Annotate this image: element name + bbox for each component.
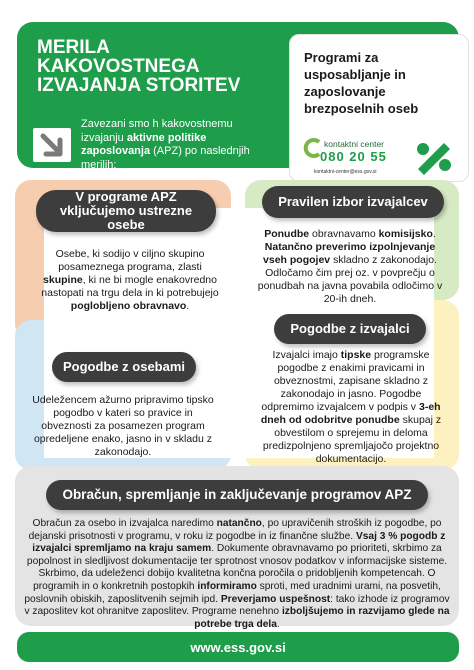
kontakt-phone: 080 20 55 — [320, 149, 387, 164]
text-obracun: Obračun za osebo in izvajalca naredimo natančno, po upravičenih stroških iz pogodbe, po dejanski prisotnosti v programu, v roku iz pogodbe in iz finančne službe. Vsaj 3 % pogodb z izvajalci spremljamo na kraju samem. Dokumente obravnavamo po prioriteti, skrbimo za popolnost in sledljivost dokumentacije ter sprotnost vnosov podatkov v informacijske sisteme. Skrbimo, da udeleženci dobijo kvalitetna končna poročila o pridobljenih kompetencah. O programih in o konkretnih postopkih informiramo sproti, med uradnimi urami, na posvetih, poslovnih obiskih, zaposlitvenih sejmih ipd. Preverjamo uspešnost: tako izhode iz programov v zaposlitev kot ohranitve zaposlitev. Programe nenehno izboljšujemo in razvijamo glede na potrebe trga dela. — [24, 518, 450, 630]
heading-izvajalci: Pogodbe z izvajalci — [274, 314, 426, 344]
heading-apz: V programe APZ vključujemo ustrezne osebe — [36, 190, 216, 232]
heading-izbor: Pravilen izbor izvajalcev — [262, 186, 444, 218]
heading-osebami: Pogodbe z osebami — [52, 352, 196, 382]
text-apz: Osebe, ki sodijo v ciljno skupino posameznega programa, zlasti skupine, ki ne bi mogle enakovredno nastopati na trgu dela in ki potrebujejo poglobljeno obravnavo. — [41, 248, 219, 312]
kontakt-center-name: kontaktni center — [324, 139, 385, 149]
text-osebami: Udeležencem ažurno pripravimo tipsko pogodbo v kateri so pravice in obveznosti za posamezen program opredeljene enako, jasno in v skladu z zakonodajo. — [32, 394, 214, 458]
kontakt-email: kontaktni-center@ess.gov.si — [314, 169, 377, 175]
heading-obracun: Obračun, spremljanje in zaključevanje programov APZ — [46, 480, 428, 510]
page-title — [37, 38, 277, 95]
text-izvajalci: Izvajalci imajo tipske programske pogodbe z enakimi pravicami in obveznostmi, zapisane skladno z zakonodajo in jasno. Pogodbe odpremimo izvajalcem v podpis v 3-eh dneh od odobritve ponudbe skupaj z obvestilom o sprejemu in deloma predizpolnjeno spremljajočo projektno dokumentacijo. — [260, 349, 442, 465]
arrow-down-right-icon — [33, 128, 71, 162]
program-title: Programi za usposabljanje in zaposlovanje brezposelnih oseb — [304, 50, 419, 116]
title-line-3: IZVAJANJA STORITEV — [37, 75, 241, 96]
footer-url-link[interactable]: www.ess.gov.si — [17, 632, 459, 662]
program-card — [289, 34, 469, 182]
header-banner — [17, 22, 459, 175]
header-description: Zavezani smo h kakovostnemu izvajanju aktivne politike zaposlovanja (APZ) po naslednjih merilih: — [81, 118, 250, 171]
text-izbor: Ponudbe obravnavamo komisijsko. Natančno preverimo izpolnjevanje vseh pogojev skladno z zakonodajo. Odločamo čim prej oz. v povprečju o ponudbah na javna povabila odločimo v 20-ih dneh. — [257, 228, 443, 305]
title-line-2: KAKOVOSTNEGA — [37, 56, 200, 77]
ess-logo-icon — [414, 139, 454, 175]
title-line-1: MERILA — [37, 37, 110, 58]
